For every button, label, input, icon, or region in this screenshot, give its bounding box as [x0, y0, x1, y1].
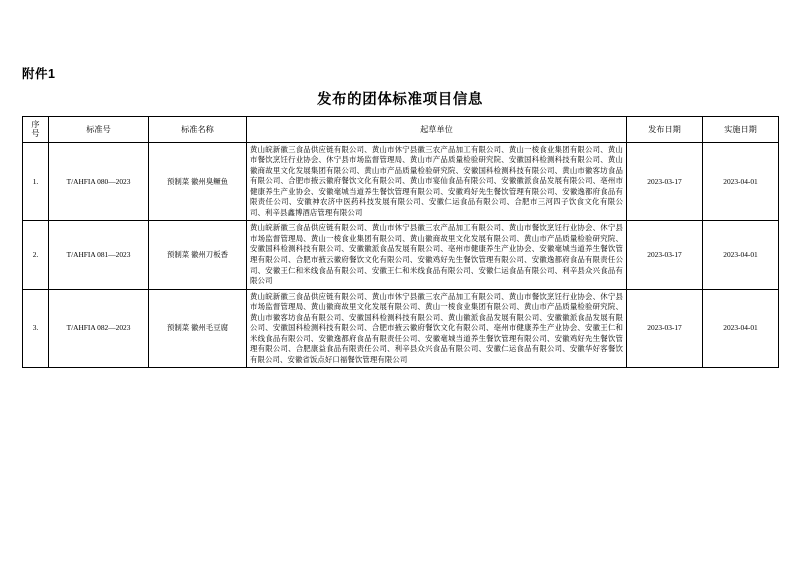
cell-publish-date: 2023-03-17	[627, 142, 703, 221]
column-header-drafting-units: 起草单位	[247, 117, 627, 143]
column-header-standard-name: 标准名称	[149, 117, 247, 143]
cell-drafting-units: 黄山皖新徽三食品供应链有限公司、黄山市休宁县徽三农产品加工有限公司、黄山市餐饮烹饪行业协会、休宁县市场监督管理局、黄山一棱食业集团有限公司、黄山徽商故里文化发展有限公司、黄山市产品质量检验研究院、安徽国科检测科技有限公司、安徽徽派食品发展有限公司、亳州市健康养生产业协会、安徽毫城当道养生餐饮管理有限公司、合肥市掖云徽府餐饮文化有限公司、安徽鸡好先生餐饮管理有限公司、安徽逸都府食品有限责任公司、安徽王仁和米线食品有限公司、安徽王仁和米线食品有限公司、安徽仁运食品有限公司、利辛县众兴食品有限公司	[247, 221, 627, 289]
cell-standard-code: T/AHFIA 080—2023	[49, 142, 149, 221]
cell-implement-date: 2023-04-01	[703, 142, 779, 221]
column-header-sequence-line1: 序	[31, 120, 40, 129]
cell-drafting-units: 黄山皖新徽三食品供应链有限公司、黄山市休宁县徽三农产品加工有限公司、黄山一棱食业集团有限公司、黄山市餐饮烹饪行业协会、休宁县市场监督管理局、黄山市产品质量检验研究院、安徽国科检测科技有限公司、黄山徽商故里文化发展集团有限公司、黄山市产品质量检验研究院、安徽国科检测科技有限公司、黄山市徽客坊食品有限公司、合肥市掖云徽府餐饮文化有限公司、黄山市宴仙食品有限公司、安徽徽派食品发展有限公司、亳州市健康养生产业协会、安徽毫城当道养生餐饮管理有限公司、安徽鸡好先生餐饮管理有限公司、安徽逸都府食品有限责任公司、安徽神农济中医药科技发展有限公司、安徽仁运食品有限公司、合肥市三河四子饮食文化有限公司、利辛县鑫博酒店管理有限公司	[247, 142, 627, 221]
cell-standard-name: 预制菜 徽州刀板香	[149, 221, 247, 289]
table-row	[23, 142, 779, 221]
attachment-label: 附件1	[22, 67, 56, 81]
table-row	[23, 289, 779, 368]
table-row	[23, 221, 779, 289]
cell-publish-date: 2023-03-17	[627, 221, 703, 289]
cell-drafting-units: 黄山皖新徽三食品供应链有限公司、黄山市休宁县徽三农产品加工有限公司、黄山市餐饮烹饪行业协会、休宁县市场监督管理局、黄山徽商故里文化发展有限公司、黄山一棱食业集团有限公司、黄山市产品质量检验研究院、黄山市徽客坊食品有限公司、安徽国科检测科技有限公司、黄山徽派食品发展有限公司、安徽徽派食品发展有限公司、安徽国科检测科技有限公司、合肥市掖云徽府餐饮文化有限公司、亳州市健康养生产业协会、安徽王仁和米线食品有限公司、安徽逸都府食品有限责任公司、安徽毫城当道养生餐饮管理有限公司、安徽鸡好先生餐饮管理有限公司、合肥康益食品有限责任公司、利辛县众兴食品有限公司、安徽仁运食品有限公司、安徽华好客餐饮有限公司、安徽省饭点好口福餐饮管理有限公司	[247, 289, 627, 368]
cell-standard-code: T/AHFIA 082—2023	[49, 289, 149, 368]
cell-sequence: 2.	[23, 221, 49, 289]
column-header-sequence	[23, 117, 49, 143]
column-header-implement-date: 实施日期	[703, 117, 779, 143]
cell-standard-name: 预制菜 徽州臭鳜鱼	[149, 142, 247, 221]
standards-table	[22, 116, 779, 368]
cell-implement-date: 2023-04-01	[703, 221, 779, 289]
cell-standard-name: 预制菜 徽州毛豆腐	[149, 289, 247, 368]
cell-sequence: 1.	[23, 142, 49, 221]
column-header-sequence-line2: 号	[31, 129, 40, 139]
column-header-standard-code: 标准号	[49, 117, 149, 143]
table-header-row	[23, 117, 779, 143]
cell-sequence: 3.	[23, 289, 49, 368]
cell-implement-date: 2023-04-01	[703, 289, 779, 368]
cell-publish-date: 2023-03-17	[627, 289, 703, 368]
column-header-publish-date: 发布日期	[627, 117, 703, 143]
page-title: 发布的团体标准项目信息	[316, 92, 484, 108]
cell-standard-code: T/AHFIA 081—2023	[49, 221, 149, 289]
